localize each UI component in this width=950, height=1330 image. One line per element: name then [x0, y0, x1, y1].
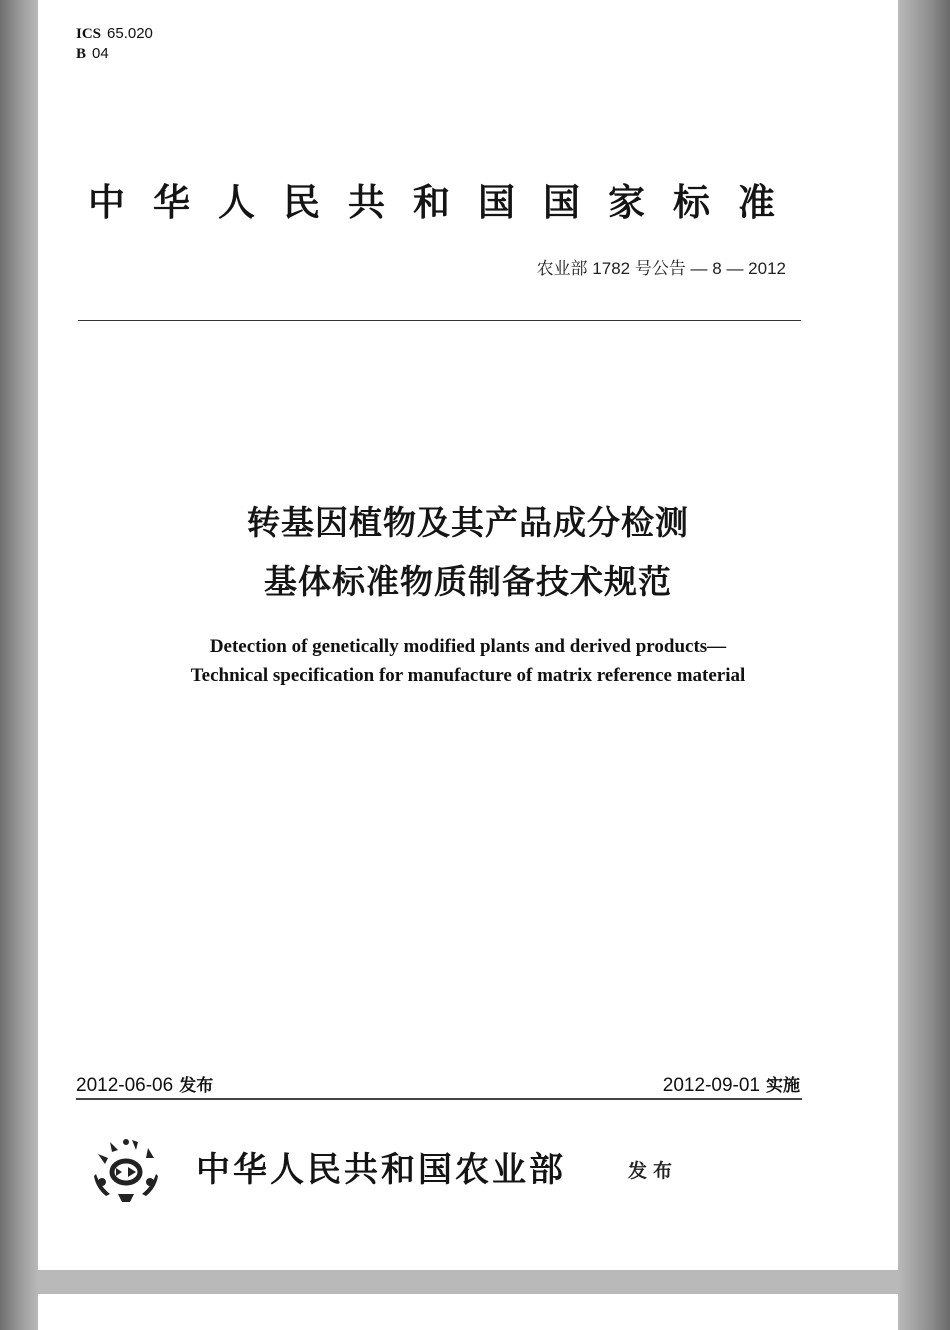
effective-label: 实施: [766, 1076, 800, 1096]
issued-date: 2012-06-06: [76, 1075, 174, 1096]
standard-number: 农业部 1782 号公告 — 8 — 2012: [536, 259, 786, 278]
ics-block: [76, 24, 153, 64]
title-cn-line2: 基体标准物质制备技术规范: [264, 562, 672, 601]
issuer-action: 发布: [628, 1160, 679, 1182]
next-page-edge: [38, 1294, 898, 1330]
effective-date-block: [663, 1071, 800, 1097]
document-page: [38, 0, 898, 1270]
ministry-emblem-icon: [88, 1134, 164, 1206]
class-code: 04: [92, 45, 109, 62]
title-en-line1: Detection of genetically modified plants and derived products—: [209, 636, 727, 657]
ics-label: ICS: [76, 26, 102, 42]
issued-date-block: [76, 1071, 213, 1097]
footer-divider: [76, 1098, 802, 1100]
title-en-line2: Technical specification for manufacture of matrix reference material: [190, 665, 746, 686]
class-line: [76, 44, 153, 64]
title-cn-line1: 转基因植物及其产品成分检测: [247, 503, 689, 542]
issued-label: 发布: [179, 1076, 214, 1096]
ics-code: 65.020: [107, 25, 153, 42]
effective-date: 2012-09-01: [662, 1075, 760, 1096]
class-label: B: [76, 46, 87, 62]
ics-line: [76, 24, 153, 44]
issuer-name: 中华人民共和国农业部: [196, 1150, 566, 1190]
national-standard-heading: 中华人民共和国国家标准: [88, 181, 803, 224]
header-divider: [78, 320, 801, 321]
